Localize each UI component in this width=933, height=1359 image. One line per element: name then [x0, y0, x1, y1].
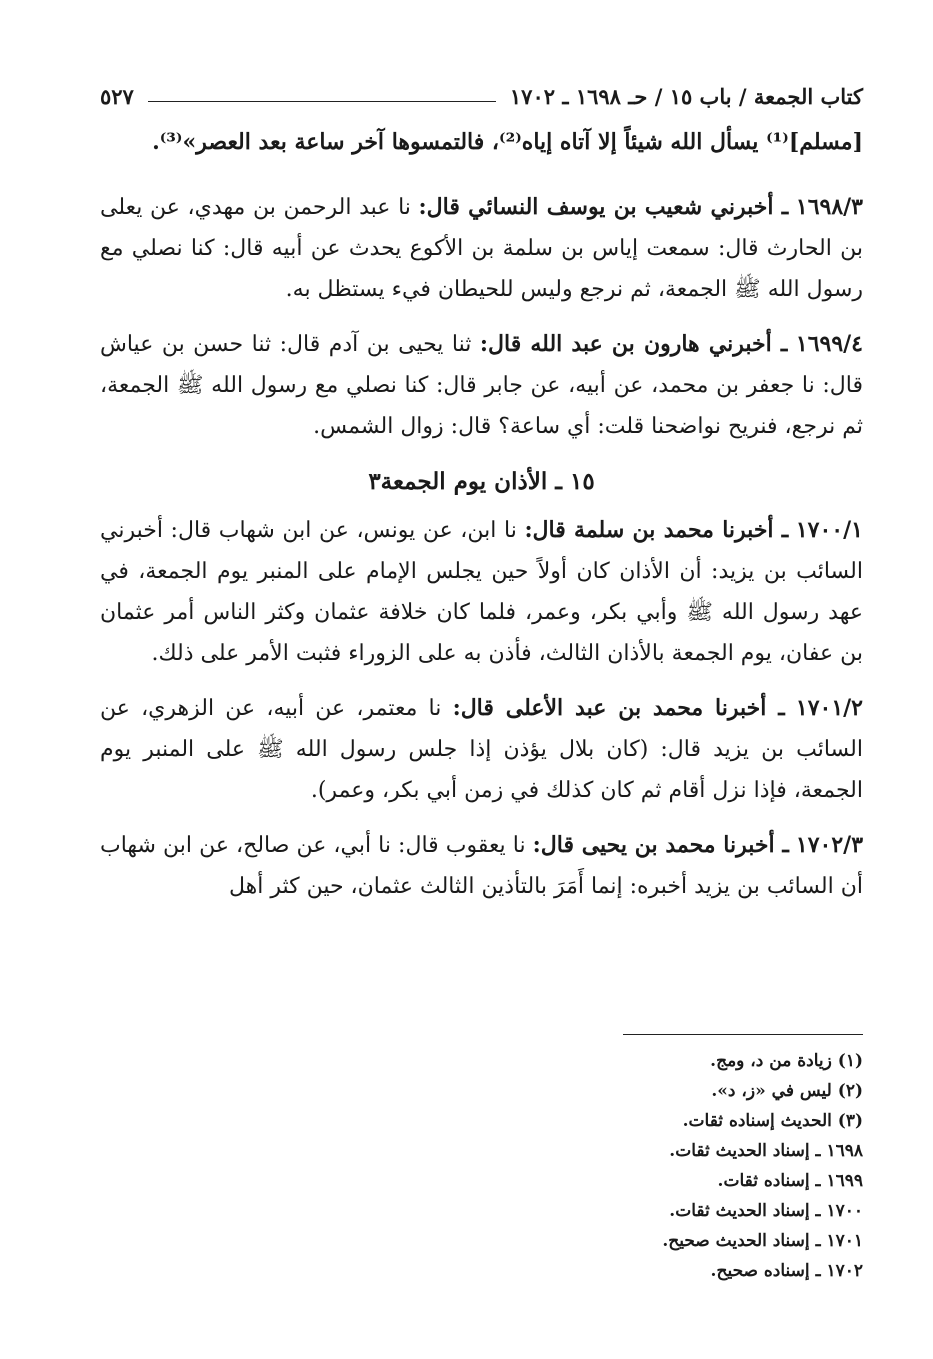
- hadith-lead: ـ أخبرنا محمد بن عبد الأعلى قال:: [452, 695, 785, 721]
- hadith-text: نا يعقوب قال: نا أبي، عن صالح، عن ابن شهاب أن السائب بن يزيد أخبره: إنما أَمَرَ بالتأذين الثالث عثمان، حين كثر أهل: [100, 833, 863, 899]
- hadith-text: نا عبد الرحمن بن مهدي، عن يعلى بن الحارث قال: سمعت إياس بن سلمة بن الأكوع يحدث عن أبيه قال: كنا نصلي مع رسول الله ﷺ الجمعة، ثم نرجع وليس للحيطان فيء يستظل به.: [100, 195, 863, 302]
- hadith-lead: ـ أخبرني شعيب بن يوسف النسائي قال:: [418, 194, 789, 220]
- main-text: [100, 122, 863, 921]
- hadith-number: ١٧٠١/٢: [795, 695, 863, 721]
- hadith-number: ١٦٩٩/٤: [795, 331, 863, 357]
- hadith-text: نا معتمر، عن أبيه، عن الزهري، عن السائب بن يزيد قال: (كان بلال يؤذن إذا جلس رسول الله ﷺ على المنبر يوم الجمعة، فإذا نزل أقام ثم كان كذلك في زمن أبي بكر، وعمر).: [100, 696, 863, 803]
- hadith-text: نا ابن، عن يونس، عن ابن شهاب قال: أخبرني السائب بن يزيد: أن الأذان كان أولاً حين يجلس الإمام على المنبر يوم الجمعة، في عهد رسول الله ﷺ وأبي بكر، وعمر، فلما كان خلافة عثمان وكثر الناس أمر عثمان بن عفان، يوم الجمعة بالأذان الثالث، فأذن به على الزوراء فثبت الأمر على ذلك.: [100, 518, 863, 666]
- footnote-item: ١٧٠٢ ـ إسناده صحيح.: [710, 1261, 863, 1281]
- hadith-1700: [100, 510, 863, 674]
- hadith-number: ١٦٩٨/٣: [795, 194, 863, 220]
- hadith-text: ثنا يحيى بن آدم قال: ثنا حسن بن عياش قال: نا جعفر بن محمد، عن أبيه، عن جابر قال: كنا نصلي مع رسول الله ﷺ الجمعة، ثم نرجع، فنريح نواضحنا قلت: أي ساعة؟ قال: زوال الشمس.: [100, 332, 863, 439]
- book-page: [100, 0, 863, 1359]
- footnote-item: (٢) ليس في «ز، د».: [711, 1081, 863, 1101]
- footnote-item: ١٦٩٩ ـ إسناده ثقات.: [717, 1171, 863, 1191]
- hadith-number: ١٧٠٢/٣: [795, 832, 864, 858]
- hadith-1699: [100, 324, 863, 447]
- footnote-item: (١) زيادة من د، ومج.: [710, 1051, 863, 1071]
- hadith-lead: ـ أخبرنا محمد بن يحيى قال:: [532, 832, 789, 858]
- header-rule: [148, 101, 496, 102]
- hadith-lead: ـ أخبرنا محمد بن سلمة قال:: [524, 517, 789, 543]
- hadith-1702: [100, 825, 863, 907]
- footnote-item: ١٦٩٨ ـ إسناد الحديث ثقات.: [669, 1141, 863, 1161]
- footnote-divider: [623, 1034, 863, 1035]
- running-header: [100, 76, 863, 116]
- header-title: كتاب الجمعة / باب ١٥ / حـ ١٦٩٨ ـ ١٧٠٢: [509, 83, 863, 109]
- intro-paragraph: [مسلم]⁽¹⁾ يسأل الله شيئاً إلا آتاه إياه⁽²⁾، فالتمسوها آخر ساعة بعد العصر»⁽³⁾.: [152, 129, 863, 155]
- footnote-item: ١٧٠١ ـ إسناد الحديث صحيح.: [662, 1231, 863, 1251]
- hadith-1701: [100, 688, 863, 811]
- footnote-item: (٣) الحديث إسناده ثقات.: [682, 1111, 863, 1131]
- hadith-1698: [100, 187, 863, 310]
- section-heading: ١٥ ـ الأذان يوم الجمعة٣: [368, 468, 595, 495]
- hadith-lead: ـ أخبرني هارون بن عبد الله قال:: [479, 331, 788, 357]
- footnotes: [100, 1046, 863, 1286]
- footnote-item: ١٧٠٠ ـ إسناد الحديث ثقات.: [669, 1201, 863, 1221]
- hadith-number: ١٧٠٠/١: [795, 517, 863, 543]
- page-number: ٥٢٧: [100, 83, 134, 109]
